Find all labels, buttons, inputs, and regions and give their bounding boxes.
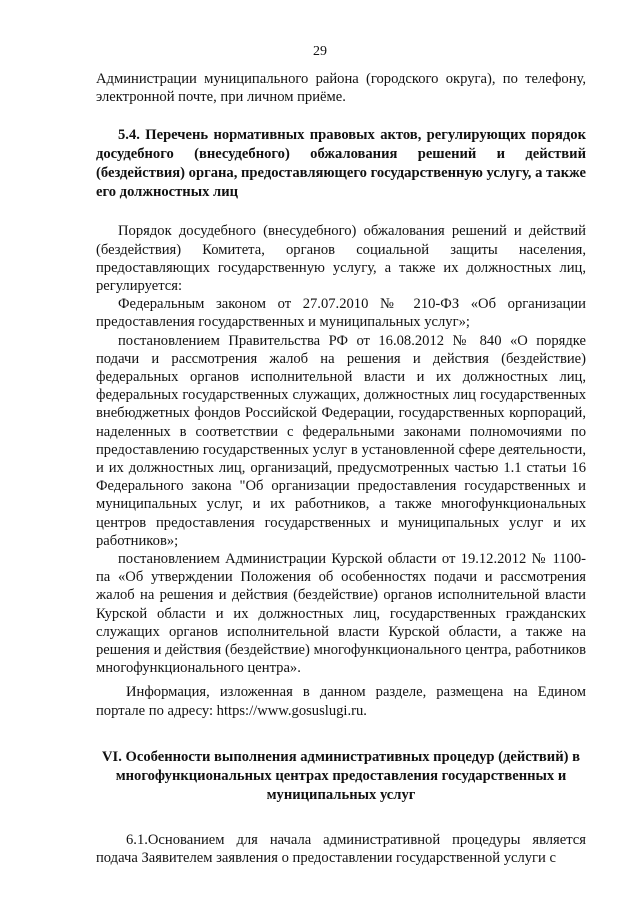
section-5-4-heading: 5.4. Перечень нормативных правовых актов, регулирующих порядок досудебного (внесудебного) обжалования решений и действий (бездействия) органа, предоставляющего государственную услугу, а также его должностных лиц <box>96 127 586 201</box>
intro-paragraph: Администрации муниципального района (городского округа), по телефону, электронной почте, при личном приёме. <box>96 71 586 106</box>
section-6-1-paragraph: 6.1.Основанием для начала административной процедуры является подача Заявителем заявления о предоставлении государственной услуги с <box>96 831 586 867</box>
portal-info-paragraph: Информация, изложенная в данном разделе, размещена на Едином портале по адресу: https://www.gosuslugi.ru. <box>96 684 586 719</box>
section-6-heading: VI. Особенности выполнения административных процедур (действий) в многофункциональных центрах предоставления государственных и муниципальных услуг <box>102 748 580 803</box>
page-number: 29 <box>313 44 327 59</box>
federal-law-paragraph: Федеральным законом от 27.07.2010 № 210-ФЗ «Об организации предоставления государственных и муниципальных услуг»; <box>96 296 586 331</box>
document-body <box>96 70 586 867</box>
kursk-resolution-paragraph: постановлением Администрации Курской области от 19.12.2012 № 1100-па «Об утверждении Положения об особенностях подачи и рассмотрения жалоб на решения и действия (бездействие) органов исполнительной власти Курской области и их должностных лиц, государственных гражданских служащих органов исполнительной власти Курской области, а также на решения и действия (бездействие) многофункционального центра, работников многофункционального центра». <box>96 551 586 677</box>
gov-resolution-paragraph: постановлением Правительства РФ от 16.08.2012 № 840 «О порядке подачи и рассмотрения жалоб на решения и действия (бездействие) федеральных органов исполнительной власти и их должностных лиц, федеральных государственных служащих, должностных лиц государственных внебюджетных фондов Российской Федерации, государственных корпораций, наделенных в соответствии с федеральными законами полномочиями по предоставлению государственных услуг в установленной сфере деятельности, и их должностных лиц, организаций, предусмотренных частью 1.1 статьи 16 Федерального закона "Об организации предоставления государственных и муниципальных услуг, и их работников, а также многофункциональных центров предоставления государственных и муниципальных услуг и их работников»; <box>96 332 586 549</box>
regulation-intro-paragraph: Порядок досудебного (внесудебного) обжалования решений и действий (бездействия) Комитета, органов социальной защиты населения, предоставляющих государственную услугу, а также их должностных лиц, регулируется: <box>96 223 586 295</box>
